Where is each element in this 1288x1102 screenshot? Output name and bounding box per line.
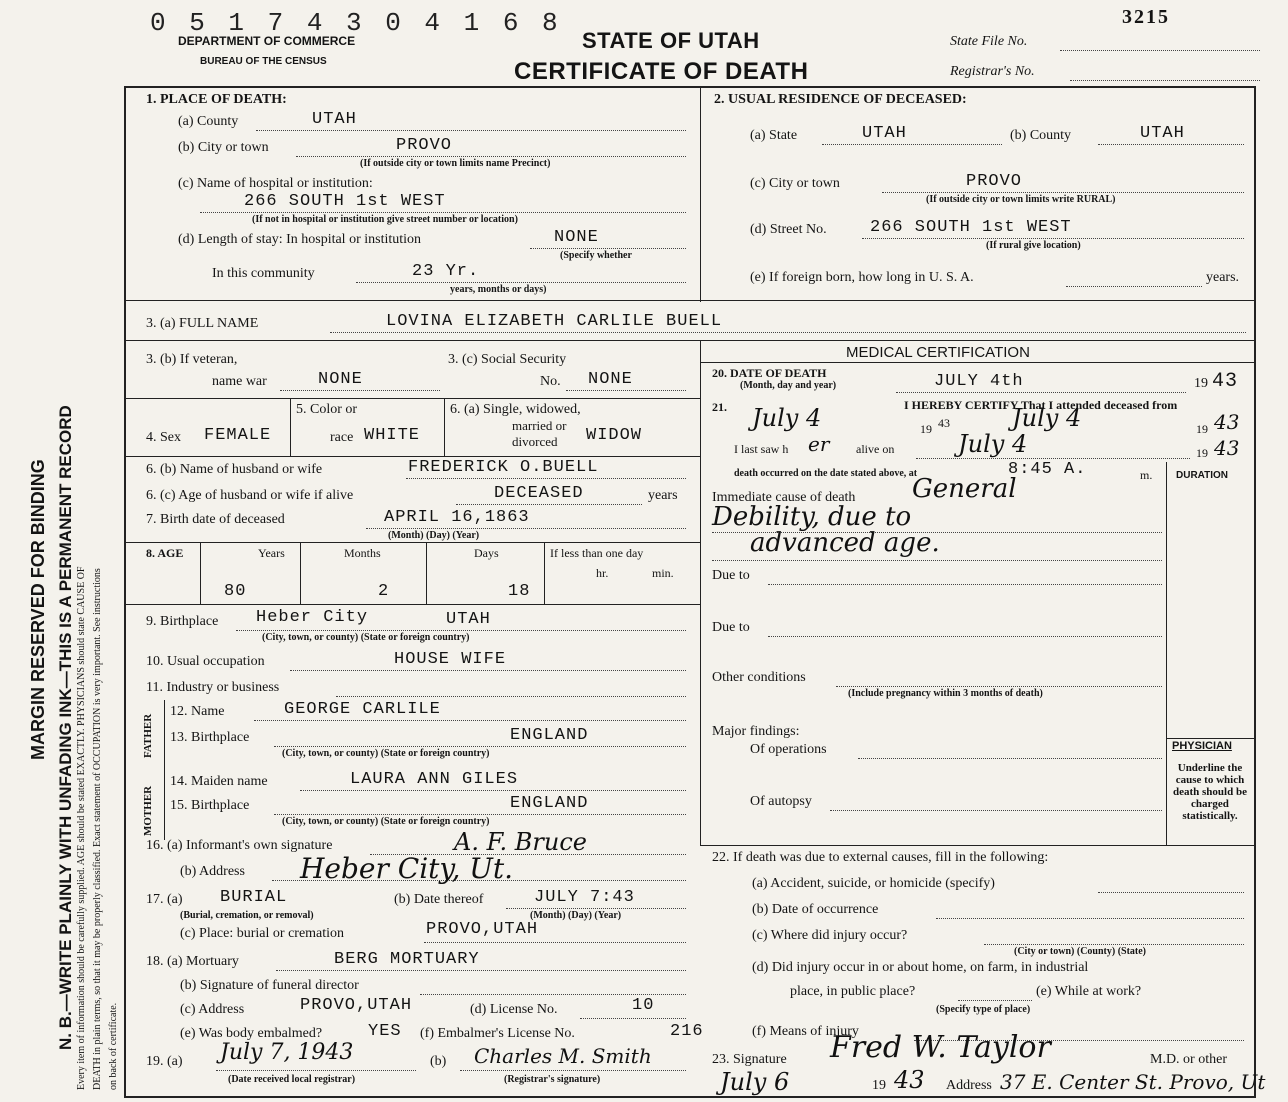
spouse-label: 6. (b) Name of husband or wife <box>146 462 323 477</box>
death-year-prefix: 19 <box>1194 376 1208 391</box>
death-time-suffix: m. <box>1140 468 1153 482</box>
cause-line-3: advanced age. <box>750 528 940 558</box>
pod-hospital-note: (If not in hospital or institution give street number or location) <box>252 214 518 225</box>
embalmed-value: YES <box>368 1022 402 1041</box>
mother-birth-note: (City, town, or county) (State or foreign country) <box>282 816 490 827</box>
physician-signature: Fred W. Taylor <box>830 1030 1051 1065</box>
external-b: (b) Date of occurrence <box>752 902 879 917</box>
pod-stay-note: (Specify whether <box>560 250 632 261</box>
mother-name: LAURA ANN GILES <box>350 770 519 789</box>
res-state-label: (a) State <box>750 128 798 143</box>
medical-heading: MEDICAL CERTIFICATION <box>846 344 1030 361</box>
pod-city-note: (If outside city or town limits name Precinct) <box>360 158 551 169</box>
spouse-age-label: 6. (c) Age of husband or wife if alive <box>146 488 354 503</box>
father-side-label: FATHER <box>142 713 154 758</box>
registrar-date: July 7, 1943 <box>220 1040 354 1065</box>
death-year: 43 <box>1212 370 1239 393</box>
res-county-label: (b) County <box>1010 128 1072 143</box>
age-days-value: 18 <box>508 582 531 601</box>
informant-signature: A. F. Bruce <box>454 828 587 856</box>
pod-hospital: 266 SOUTH 1st WEST <box>244 192 446 211</box>
mortuary-label: 18. (a) Mortuary <box>146 954 239 969</box>
informant-address-label: (b) Address <box>180 864 245 879</box>
attended-from-year-prefix: 19 <box>920 422 932 436</box>
attended-from-year: 43 <box>938 416 950 430</box>
spouse-age-value: DECEASED <box>494 484 584 503</box>
res-foreign-label: (e) If foreign born, how long in U. S. A. <box>750 270 974 285</box>
signature-year-prefix: 19 <box>872 1078 886 1093</box>
father-name-label: 12. Name <box>170 704 225 719</box>
occurred-label: death occurred on the date stated above, at <box>734 468 918 479</box>
age-months-value: 2 <box>378 582 390 601</box>
age-label: 8. AGE <box>146 546 184 560</box>
burial-date-label: (b) Date thereof <box>394 892 484 907</box>
external-d1: (d) Did injury occur in or about home, on farm, in industrial <box>752 960 1089 975</box>
bureau-label: BUREAU OF THE CENSUS <box>200 56 327 67</box>
pod-city: PROVO <box>396 136 453 155</box>
sex-value: FEMALE <box>204 426 272 445</box>
pod-stay: NONE <box>554 228 599 247</box>
birth-date-value: APRIL 16,1863 <box>384 508 530 527</box>
registrar-sig-note: (Registrar's signature) <box>504 1074 601 1085</box>
burial-label: 17. (a) <box>146 892 183 907</box>
mortuary-address-label: (c) Address <box>180 1002 245 1017</box>
age-min-label: min. <box>652 566 674 580</box>
age-years-label: Years <box>258 546 285 560</box>
pod-stay-label: (d) Length of stay: In hospital or institution <box>178 232 422 247</box>
certify-text: I HEREBY CERTIFY That I attended deceased from <box>904 398 1178 412</box>
registrar-label: Registrar's No. <box>950 64 1035 79</box>
marital-label-1: 6. (a) Single, widowed, <box>450 402 581 417</box>
last-saw-year: 43 <box>1214 436 1240 460</box>
margin-note-2: DEATH in plain terms, so that it may be properly classified. Exact statement of OCCUPATION is very important. See instructions <box>92 568 103 1090</box>
ssn-value: NONE <box>588 370 633 389</box>
license-label: (d) License No. <box>470 1002 558 1017</box>
margin-note-3: on back of certificate. <box>108 1002 119 1090</box>
occupation-label: 10. Usual occupation <box>146 654 265 669</box>
birthplace-note: (City, town, or county) (State or foreign country) <box>262 632 470 643</box>
state-file-label: State File No. <box>950 34 1028 49</box>
operations-label: Of operations <box>750 742 827 757</box>
spouse-value: FREDERICK O.BUELL <box>408 458 599 477</box>
external-c-note: (City or town) (County) (State) <box>1014 946 1147 957</box>
attended-to-year: 43 <box>1214 410 1240 434</box>
alive-label: alive on <box>856 442 895 456</box>
mother-side-label: MOTHER <box>142 785 154 836</box>
other-conditions-label: Other conditions <box>712 670 806 685</box>
marital-value: WIDOW <box>586 426 643 445</box>
birthplace-city: Heber City <box>256 608 369 627</box>
death-date-label: 20. DATE OF DEATH <box>712 366 827 380</box>
last-saw-date: July 4 <box>958 430 1028 458</box>
signature-address-label: Address <box>946 1078 992 1093</box>
full-name: LOVINA ELIZABETH CARLILE BUELL <box>386 312 723 331</box>
place-of-death-heading: 1. PLACE OF DEATH: <box>146 92 287 107</box>
informant-address: Heber City, Ut. <box>300 852 514 885</box>
last-saw-her: er <box>808 432 830 456</box>
burial-date-note: (Month) (Day) (Year) <box>530 910 622 921</box>
birthplace-state: UTAH <box>446 610 491 629</box>
embalmer-label: (f) Embalmer's License No. <box>420 1026 575 1041</box>
veteran-label: 3. (b) If veteran, <box>146 352 238 367</box>
pod-county-label: (a) County <box>178 114 239 129</box>
res-city: PROVO <box>966 172 1023 191</box>
signature-year: 43 <box>894 1066 925 1094</box>
registrar-date-note: (Date received local registrar) <box>228 1074 356 1085</box>
attended-from: July 4 <box>752 404 822 432</box>
age-hr-label: hr. <box>596 566 609 580</box>
physician-note: Underline the cause to which death should be charged statistically. <box>1173 762 1247 822</box>
registrar-sig-label: (b) <box>430 1054 447 1069</box>
margin-binding-text: MARGIN RESERVED FOR BINDING <box>28 459 48 760</box>
embalmer-value: 216 <box>670 1022 704 1041</box>
certificate-title: CERTIFICATE OF DEATH <box>514 58 809 85</box>
birth-date-label: 7. Birth date of deceased <box>146 512 285 527</box>
burial-place: PROVO,UTAH <box>426 920 539 939</box>
department-label: DEPARTMENT OF COMMERCE <box>178 34 356 48</box>
death-time: 8:45 A. <box>1008 460 1087 479</box>
license-value: 10 <box>632 996 655 1015</box>
attended-to-year-prefix: 19 <box>1196 422 1208 436</box>
res-county: UTAH <box>1140 124 1185 143</box>
ssn-no-label: No. <box>540 374 561 389</box>
certificate-serial: 0 5 1 7 4 3 0 4 1 6 8 <box>150 8 562 38</box>
cause-line-1: General <box>912 474 1017 504</box>
registrar-stamp: 3215 <box>1122 6 1170 28</box>
physician-title: M.D. or other <box>1150 1052 1227 1067</box>
pod-community-label: In this community <box>212 266 315 281</box>
external-c: (c) Where did injury occur? <box>752 928 908 943</box>
mother-name-label: 14. Maiden name <box>170 774 268 789</box>
signature-address: 37 E. Center St. Provo, Ut <box>1000 1070 1266 1094</box>
age-months-label: Months <box>344 546 381 560</box>
spouse-age-suffix: years <box>648 488 678 503</box>
autopsy-label: Of autopsy <box>750 794 812 809</box>
registrar-label-19: 19. (a) <box>146 1054 183 1069</box>
external-d-note: (Specify type of place) <box>936 1004 1031 1015</box>
res-street-note: (If rural give location) <box>986 240 1081 251</box>
res-street-label: (d) Street No. <box>750 222 827 237</box>
burial-date: JULY 7:43 <box>534 888 635 907</box>
father-name: GEORGE CARLILE <box>284 700 441 719</box>
external-f: (f) Means of injury <box>752 1024 859 1039</box>
mother-birthplace: ENGLAND <box>510 794 589 813</box>
res-city-label: (c) City or town <box>750 176 840 191</box>
pod-county: UTAH <box>312 110 357 129</box>
pod-community-note: years, months or days) <box>450 284 547 295</box>
director-label: (b) Signature of funeral director <box>180 978 359 993</box>
duration-header: DURATION <box>1176 470 1229 481</box>
race-label: race <box>330 430 354 445</box>
war-value: NONE <box>318 370 363 389</box>
occupation-value: HOUSE WIFE <box>394 650 507 669</box>
res-street: 266 SOUTH 1st WEST <box>870 218 1072 237</box>
mortuary-value: BERG MORTUARY <box>334 950 480 969</box>
external-d2: place, in public place? <box>790 984 916 999</box>
attended-to: July 4 <box>1012 404 1082 432</box>
marital-label-2: married or <box>512 418 567 433</box>
burial-place-label: (c) Place: burial or cremation <box>180 926 345 941</box>
margin-ink-text: N. B.—WRITE PLAINLY WITH UNFADING INK—THIS IS A PERMANENT RECORD <box>56 405 75 1050</box>
father-birth-label: 13. Birthplace <box>170 730 250 745</box>
mortuary-address: PROVO,UTAH <box>300 996 413 1015</box>
pod-hospital-label: (c) Name of hospital or institution: <box>178 176 373 191</box>
external-e: (e) While at work? <box>1036 984 1142 999</box>
external-a: (a) Accident, suicide, or homicide (specify) <box>752 876 995 891</box>
marital-label-3: divorced <box>512 434 558 449</box>
sex-label: 4. Sex <box>146 430 181 445</box>
cert-number: 21. <box>712 400 727 414</box>
father-birth-note: (City, town, or county) (State or foreign country) <box>282 748 490 759</box>
pod-community: 23 Yr. <box>412 262 480 281</box>
death-date-note: (Month, day and year) <box>740 380 837 391</box>
full-name-label: 3. (a) FULL NAME <box>146 316 259 331</box>
informant-label: 16. (a) Informant's own signature <box>146 838 333 853</box>
residence-heading: 2. USUAL RESIDENCE OF DECEASED: <box>714 92 967 107</box>
burial-note: (Burial, cremation, or removal) <box>180 910 314 921</box>
ssn-label: 3. (c) Social Security <box>448 352 567 367</box>
physician-sig-label: 23. Signature <box>712 1052 787 1067</box>
signature-date: July 6 <box>720 1068 790 1096</box>
mother-birth-label: 15. Birthplace <box>170 798 250 813</box>
state-title: STATE OF UTAH <box>582 28 760 53</box>
margin-note-1: Every item of information should be carefully supplied. AGE should be stated EXACTLY. PHYSICIANS should state CAUSE OF <box>76 566 87 1090</box>
death-date-value: JULY 4th <box>934 372 1024 391</box>
immediate-cause-label: Immediate cause of death <box>712 490 856 505</box>
industry-label: 11. Industry or business <box>146 680 280 695</box>
res-foreign-suffix: years. <box>1206 270 1240 285</box>
pod-city-label: (b) City or town <box>178 140 269 155</box>
embalmed-label: (e) Was body embalmed? <box>180 1026 323 1041</box>
father-birthplace: ENGLAND <box>510 726 589 745</box>
registrar-signature: Charles M. Smith <box>474 1044 652 1068</box>
race-value: WHITE <box>364 426 421 445</box>
res-state: UTAH <box>862 124 907 143</box>
cause-line-2: Debility, due to <box>712 502 912 532</box>
res-city-note: (If outside city or town limits write RURAL) <box>926 194 1116 205</box>
birthplace-label: 9. Birthplace <box>146 614 219 629</box>
color-label: 5. Color or <box>296 402 358 417</box>
last-saw-year-prefix: 19 <box>1196 446 1208 460</box>
last-saw-label: I last saw h <box>734 442 789 456</box>
age-years-value: 80 <box>224 582 247 601</box>
other-conditions-note: (Include pregnancy within 3 months of death) <box>848 688 1043 699</box>
due-to-label-1: Due to <box>712 568 750 583</box>
physician-heading: PHYSICIAN <box>1172 740 1232 752</box>
war-label: name war <box>212 374 267 389</box>
age-less-label: If less than one day <box>550 546 644 560</box>
major-findings-label: Major findings: <box>712 724 800 739</box>
due-to-label-2: Due to <box>712 620 750 635</box>
external-heading: 22. If death was due to external causes, fill in the following: <box>712 850 1049 865</box>
birth-date-note: (Month) (Day) (Year) <box>388 530 480 541</box>
age-days-label: Days <box>474 546 499 560</box>
burial-value: BURIAL <box>220 888 288 907</box>
